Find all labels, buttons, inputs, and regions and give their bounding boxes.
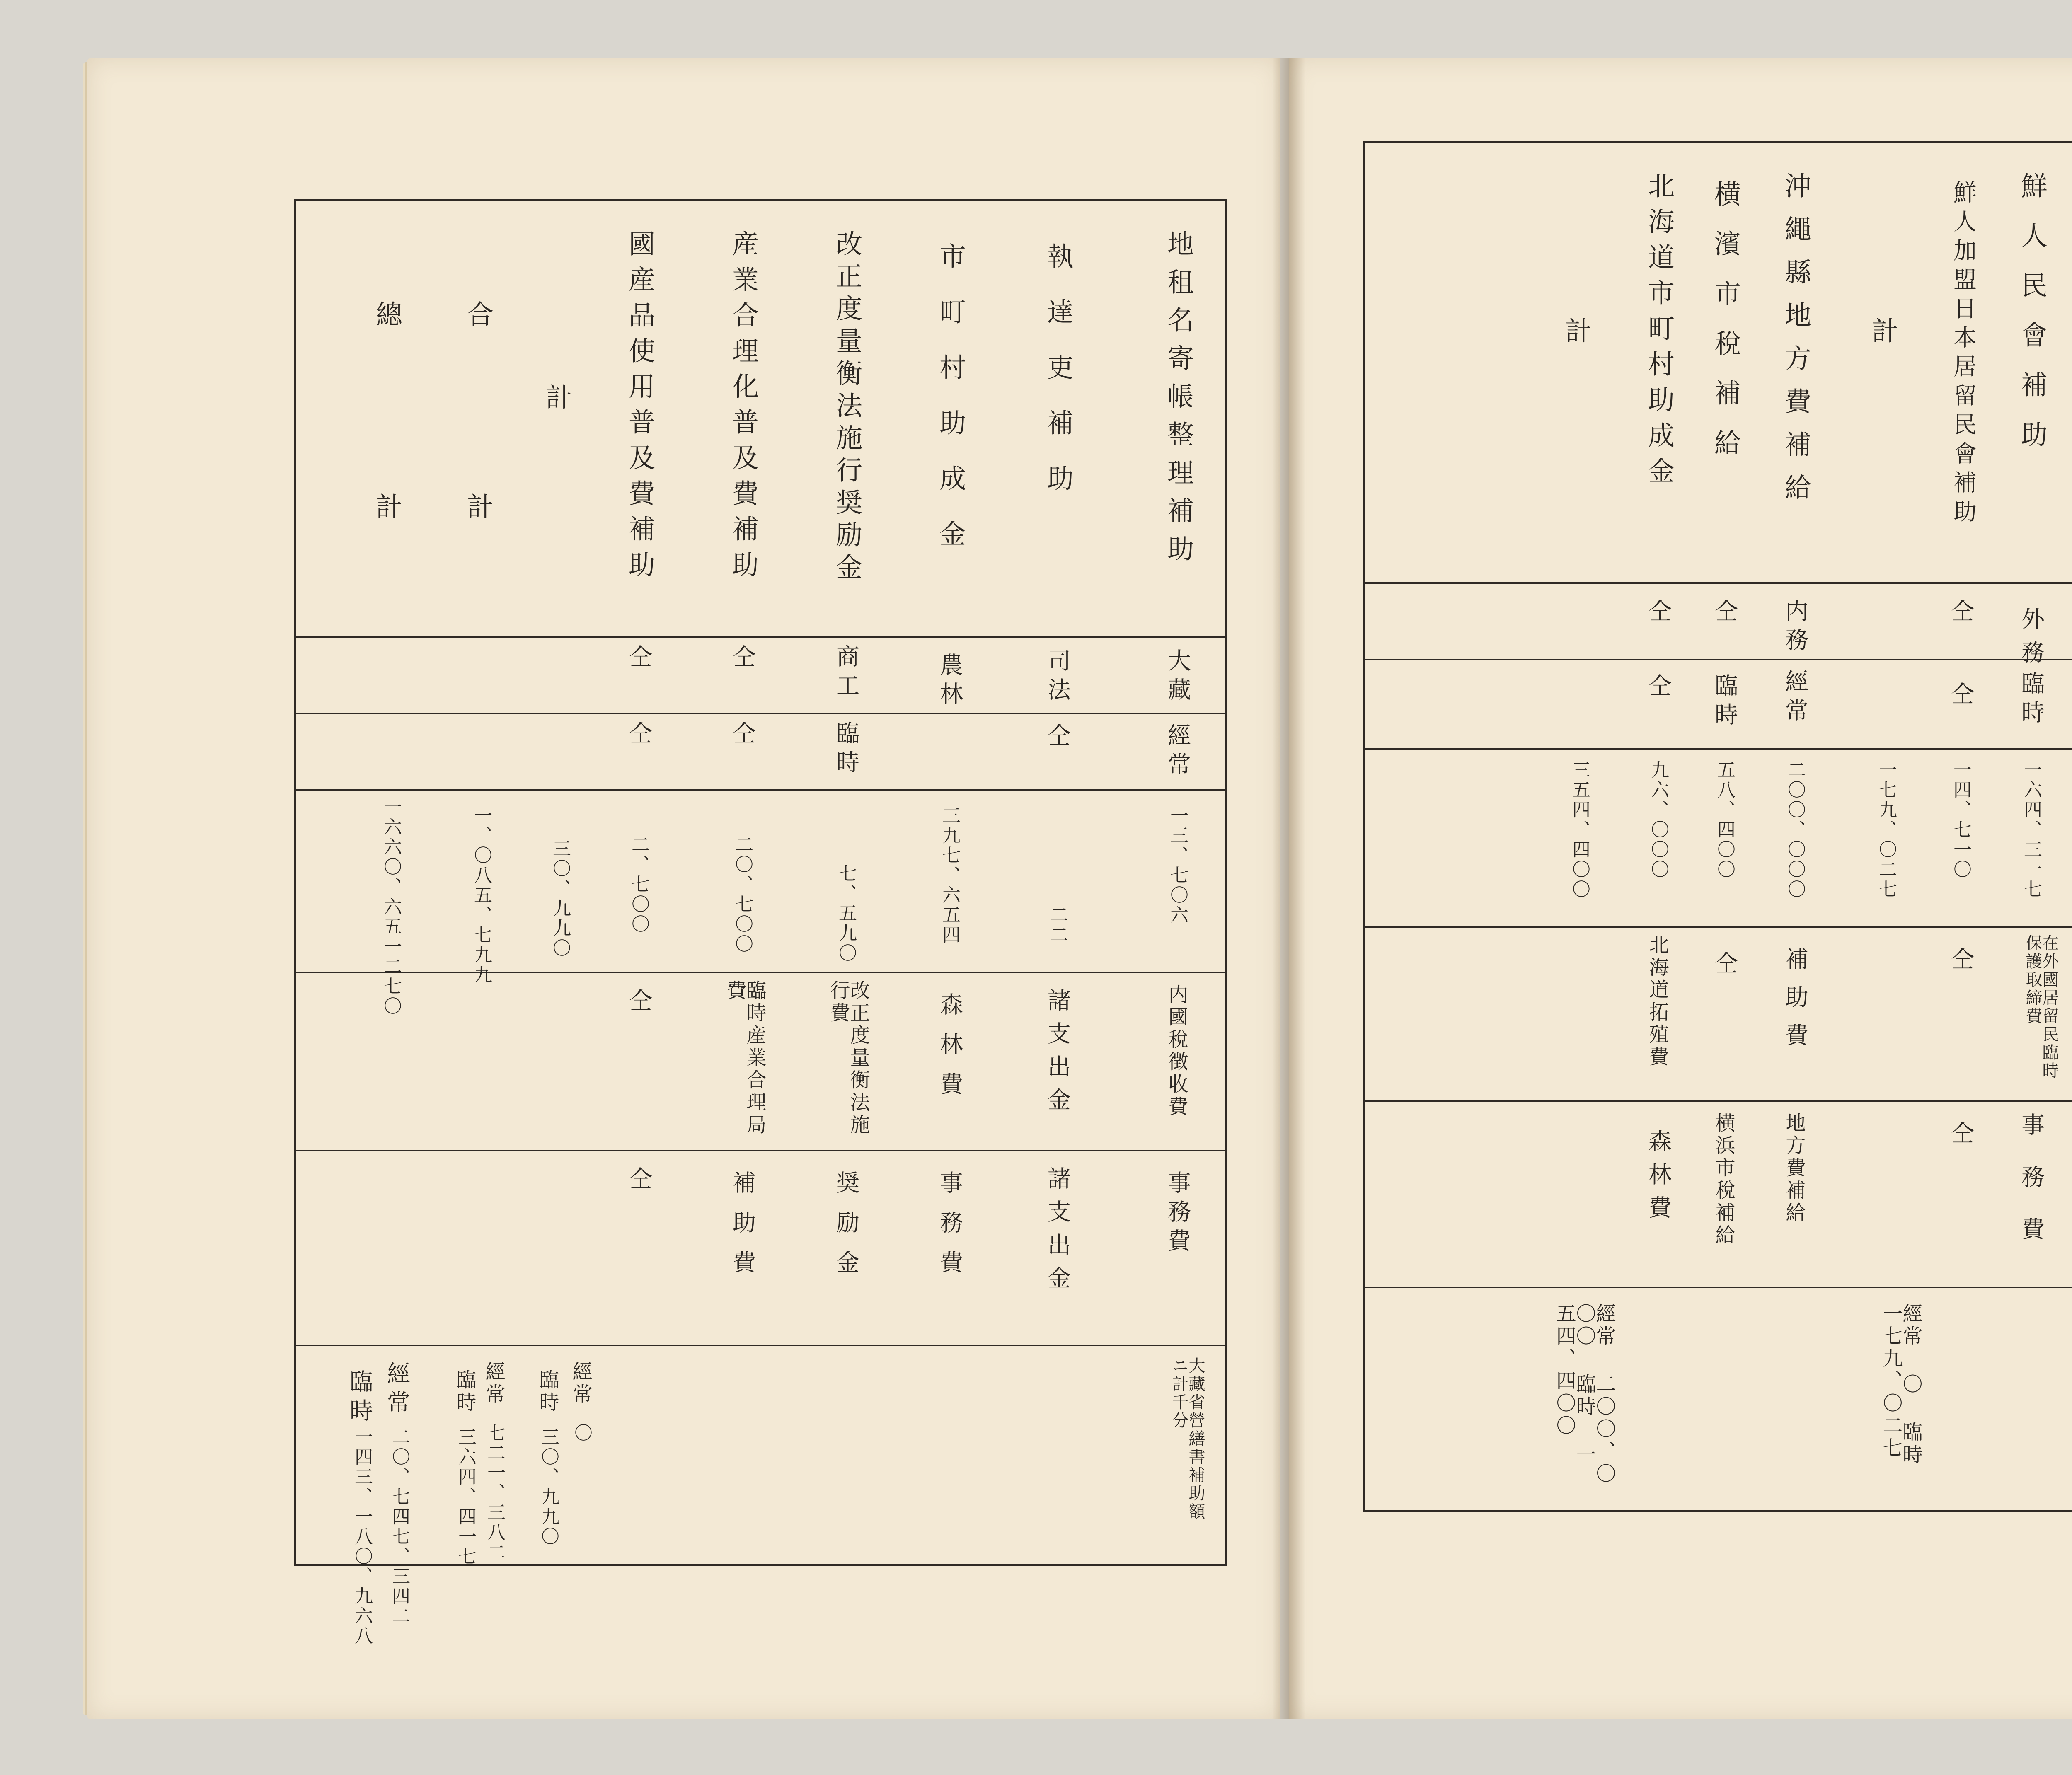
right-ministry-3: 内務 (1782, 599, 1808, 657)
right-amount-1: 一四、七一〇 (1950, 760, 1971, 880)
right-section-3: 補助費 (1782, 947, 1808, 1061)
left-page (87, 58, 1280, 1719)
left-item-1: 執達吏補助 (1043, 242, 1073, 520)
left-total-note-regular-amount: 二〇、七四七、三四二 (389, 1427, 410, 1626)
right-ministry-0: 外務 (2018, 607, 2045, 673)
left-section-0: 内國稅徴收費 (1165, 984, 1188, 1118)
left-item-4: 産業合理化普及費補助 (728, 230, 758, 586)
right-item-3: 沖繩縣地方費補給 (1780, 172, 1811, 517)
left-clause-0: 事務費 (1164, 1170, 1191, 1257)
left-clause-1: 諸支出金 (1044, 1166, 1071, 1299)
left-type-5: 仝 (625, 721, 652, 750)
left-table (294, 199, 1227, 1646)
left-amount-5: 二、七〇〇 (628, 835, 649, 934)
left-item-5: 國産品使用普及費補助 (624, 230, 655, 586)
left-ministry-2: 農林 (936, 653, 963, 711)
left-grand-note-regular: 經常 (482, 1361, 505, 1406)
right-amount-6: 三五四、四〇〇 (1569, 760, 1590, 900)
left-clause-5: 仝 (625, 1166, 652, 1195)
right-ministry-5: 仝 (1645, 599, 1672, 628)
right-item-5: 北海道市町村助成金 (1644, 172, 1674, 493)
right-page (1289, 58, 2072, 1719)
left-type-4: 仝 (729, 721, 756, 750)
left-grand-note-regular-amount: 七二一、三八二 (484, 1423, 505, 1562)
right-amount-5: 九六、〇〇〇 (1648, 760, 1669, 880)
left-subtotal-amount: 三〇、九九〇 (549, 839, 571, 958)
right-type-4: 臨時 (1711, 673, 1738, 731)
right-item-1: 鮮人加盟日本居留民會補助 (1950, 180, 1977, 528)
left-ministry-3: 商工 (833, 644, 859, 702)
left-section-4: 臨時産業合理局費 (723, 980, 766, 1137)
left-clause-3: 奨励金 (833, 1170, 859, 1290)
right-type-3: 經常 (1782, 669, 1808, 727)
right-amount-0: 一六四、三一七 (2021, 760, 2042, 900)
left-type-1: 仝 (1044, 723, 1071, 752)
right-section-0: 在外國居留民臨時保護取締費 (2023, 934, 2059, 1080)
right-clause-1: 仝 (1947, 1121, 1974, 1150)
right-clause-3: 地方費補給 (1782, 1112, 1806, 1224)
left-grand-note-temp-amount: 三六四、四一七 (455, 1427, 476, 1567)
left-amount-3: 七、五九〇 (835, 864, 857, 963)
right-item-0: 鮮人民會補助 (2016, 172, 2047, 470)
left-section-5: 仝 (625, 988, 652, 1017)
right-type-1: 仝 (1947, 682, 1974, 711)
right-table (1363, 141, 2072, 1512)
left-amount-2: 三九七、六五四 (939, 806, 960, 945)
left-total-note-regular: 經常 (383, 1361, 410, 1419)
left-section-3: 改正度量衡法施行費 (827, 980, 870, 1137)
right-section-1: 仝 (1947, 947, 1974, 976)
right-clause-5: 森林費 (1645, 1129, 1672, 1228)
left-amount-1: 二二 (1047, 905, 1068, 945)
right-section-5: 北海道拓殖費 (1646, 934, 1669, 1069)
book-gutter (1272, 58, 1305, 1719)
left-subtotal-label: 計 (541, 383, 572, 421)
left-ministry-1: 司法 (1044, 648, 1071, 706)
left-item-0: 地租名寄帳整理補助 (1163, 230, 1193, 573)
left-amount-4: 二〇、七〇〇 (732, 835, 753, 954)
right-amount-4: 五八、四〇〇 (1714, 760, 1735, 880)
left-item-3: 改正度量衡法施行奨励金 (831, 230, 862, 585)
left-ministry-0: 大藏 (1164, 648, 1191, 706)
left-subtotal-note-regular: 經常 (569, 1361, 592, 1406)
left-note-0: 大藏省營繕書補助額ニ計千分 (1169, 1357, 1205, 1521)
left-grand-note-temp: 臨時 (453, 1369, 476, 1414)
open-book (87, 50, 2072, 1740)
right-item-6: 計 (1561, 317, 1591, 355)
left-section-2: 森林費 (936, 992, 963, 1112)
left-total-amount: 一六六〇、六五一二七〇 (380, 798, 402, 1016)
right-type-0: 臨時 (2018, 671, 2045, 729)
left-subtotal-note-regular-amount: 〇 (571, 1423, 592, 1443)
right-item-4: 横濱市稅補給 (1710, 180, 1740, 479)
right-ministry-4: 仝 (1711, 599, 1738, 628)
right-type-5: 仝 (1645, 673, 1672, 702)
left-section-1: 諸支出金 (1044, 988, 1071, 1121)
left-total-note-temp: 臨時 (346, 1369, 373, 1427)
right-ministry-1: 仝 (1947, 599, 1974, 628)
left-amount-0: 一三、七〇六 (1167, 806, 1188, 925)
left-item-2: 市町村助成金 (935, 242, 966, 576)
left-type-0: 經常 (1164, 723, 1191, 781)
left-clause-2: 事務費 (936, 1170, 963, 1290)
right-clause-4: 横浜市稅補給 (1712, 1112, 1735, 1247)
right-note-2: 經常 〇 臨時 一七九、〇二七 (1879, 1303, 1922, 1466)
left-ministry-5: 仝 (625, 644, 652, 673)
left-total-label: 總計 (371, 300, 402, 685)
left-type-3: 臨時 (833, 721, 859, 779)
left-ministry-4: 仝 (729, 644, 756, 673)
right-amount-3: 二〇〇、〇〇〇 (1784, 760, 1806, 900)
right-section-4: 仝 (1711, 951, 1738, 980)
left-subtotal-note-temp: 臨時 (536, 1369, 559, 1414)
right-item-2: 計 (1867, 317, 1898, 355)
right-note-6: 經常 二〇〇、〇〇〇 臨時 一五四、四〇〇 (1553, 1303, 1616, 1485)
left-clause-4: 補助費 (729, 1170, 756, 1290)
left-total-note-temp-amount: 一四三、一八〇、九六八 (351, 1427, 373, 1646)
right-clause-0: 事務費 (2018, 1112, 2045, 1269)
left-grand-amount: 一、〇八五、七九九 (471, 806, 492, 985)
left-grand-label: 合計 (462, 300, 493, 685)
left-subtotal-note-temp-amount: 三〇、九九〇 (538, 1427, 559, 1547)
right-amount-2: 一七九、〇二七 (1876, 760, 1897, 900)
